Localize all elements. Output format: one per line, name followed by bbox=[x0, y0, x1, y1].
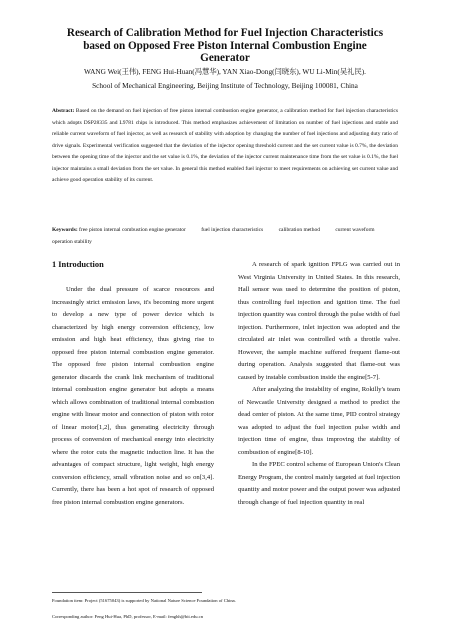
keywords-label: Keywords: bbox=[52, 227, 78, 233]
right-column bbox=[238, 259, 400, 509]
paper-title bbox=[40, 27, 410, 65]
keyword: free piston internal combustion engine generator bbox=[79, 227, 186, 233]
keywords bbox=[52, 224, 398, 248]
keyword: calibration method bbox=[278, 227, 320, 233]
abstract-label: Abstract: bbox=[52, 108, 75, 114]
affiliation: School of Mechanical Engineering, Beijing Institute of Technology, Beijing 100081, China bbox=[92, 81, 358, 90]
footnote-divider bbox=[52, 592, 202, 593]
paragraph: After analyzing the instability of engine, Rokilly's team of Newcastle University designed a method to predict the dead center of piston. At the same time, PID control strategy was adopted to adjust the fuel injection pulse width and injection time of engine, thus improving the stability of combustion of engine[8-10]. bbox=[238, 386, 400, 456]
keyword: fuel injection characteristics bbox=[201, 227, 264, 233]
left-column bbox=[52, 284, 214, 509]
title-line-2: based on Opposed Free Piston Internal Combustion Engine bbox=[83, 39, 367, 52]
keyword: operation stability bbox=[52, 239, 92, 245]
abstract bbox=[52, 106, 398, 187]
paragraph: Under the dual pressure of scarce resources and increasingly strict emission laws, it's becoming more urgent to develop a new type of power device which is characterized by high energy conversion efficiency, low emission and high heat efficiency, thus giving rise to opposed free piston internal combustion engine generator. The opposed free piston internal combustion engine generator discards the crank link mechanism of traditional internal combustion engine generator but adopts a means which allows combination of traditional internal combustion engine with linear motor and connection of piston with rotor of linear motor[1,2], thus generating electricity through process of conversion of mechanical energy into electricity where the rotor cuts the magnetic induction line. It has the advantages of compact structure, light weight, high energy conversion efficiency, small vibration noise and so on[3,4]. Currently, there has been a hot spot of research of opposed free piston internal combustion engine generators. bbox=[52, 286, 214, 506]
paragraph: In the FPEC control scheme of European Union's Clean Energy Program, the control mainly targeted at fuel injection quantity and motor power and the output power was adjusted through change of fuel injection quantity in real bbox=[238, 461, 400, 506]
title-line-3: Generator bbox=[200, 52, 250, 65]
abstract-text: Based on the demand on fuel injection of free piston internal combustion engine generator, a calibration method for fuel injection characteristics which adopts DSP28335 and L9781 chips is introduced. This method emphasizes achievement of limitation on number of fuel injections and stable and reliable current waveform of fuel injector, as well as research of stability with adoption by changing the number of fuel injections and adjusting duty ratio of drive signals. Experimental verification suggested that the deviation of the injector opening threshold current and the set current value is 0.7%, the deviation between the opening time of the injector and the set value is 0.1%, the deviation of the injector current maintenance time from the set value is 0.1%, the fuel injector maintains a small deviation from the set value. In general this method enabled fuel injector to meet requirements on achieving set current value and achieve good operation stability of its current. bbox=[52, 108, 399, 183]
footnote-foundation: Foundation item: Project (51675043) is supported by National Nature Science Foundation of China. bbox=[52, 598, 236, 603]
paragraph: A research of spark ignition FPLG was carried out in West Virginia University in United States. In this research, Hall sensor was used to determine the position of piston, thus controlling fuel injection and ignition time. The fuel injection quantity was control through the pulse width of fuel injection. Furthermore, inlet injection was adopted and the circulated air inlet was controlled with a throttle valve. However, the sample machine suffered frequent flame-out during operation. Analysis suggested that flame-out was caused by instable combustion inside the engine[5-7]. bbox=[238, 261, 400, 381]
keyword: current waveform bbox=[335, 227, 375, 233]
section-heading: 1 Introduction bbox=[52, 260, 104, 269]
footnote-corresponding-author: Corresponding author: Feng Hui-Hua, PhD, professor, E-mail: fenghh@bit.edu.cn bbox=[52, 614, 204, 619]
author-list: WANG Wei(王伟), FENG Hui-Huan(冯慧华), YAN Xiao-Dong(闫晓东), WU Li-Min(吴礼民). bbox=[84, 67, 366, 76]
title-line-1: Research of Calibration Method for Fuel Injection Characteristics bbox=[66, 27, 384, 39]
